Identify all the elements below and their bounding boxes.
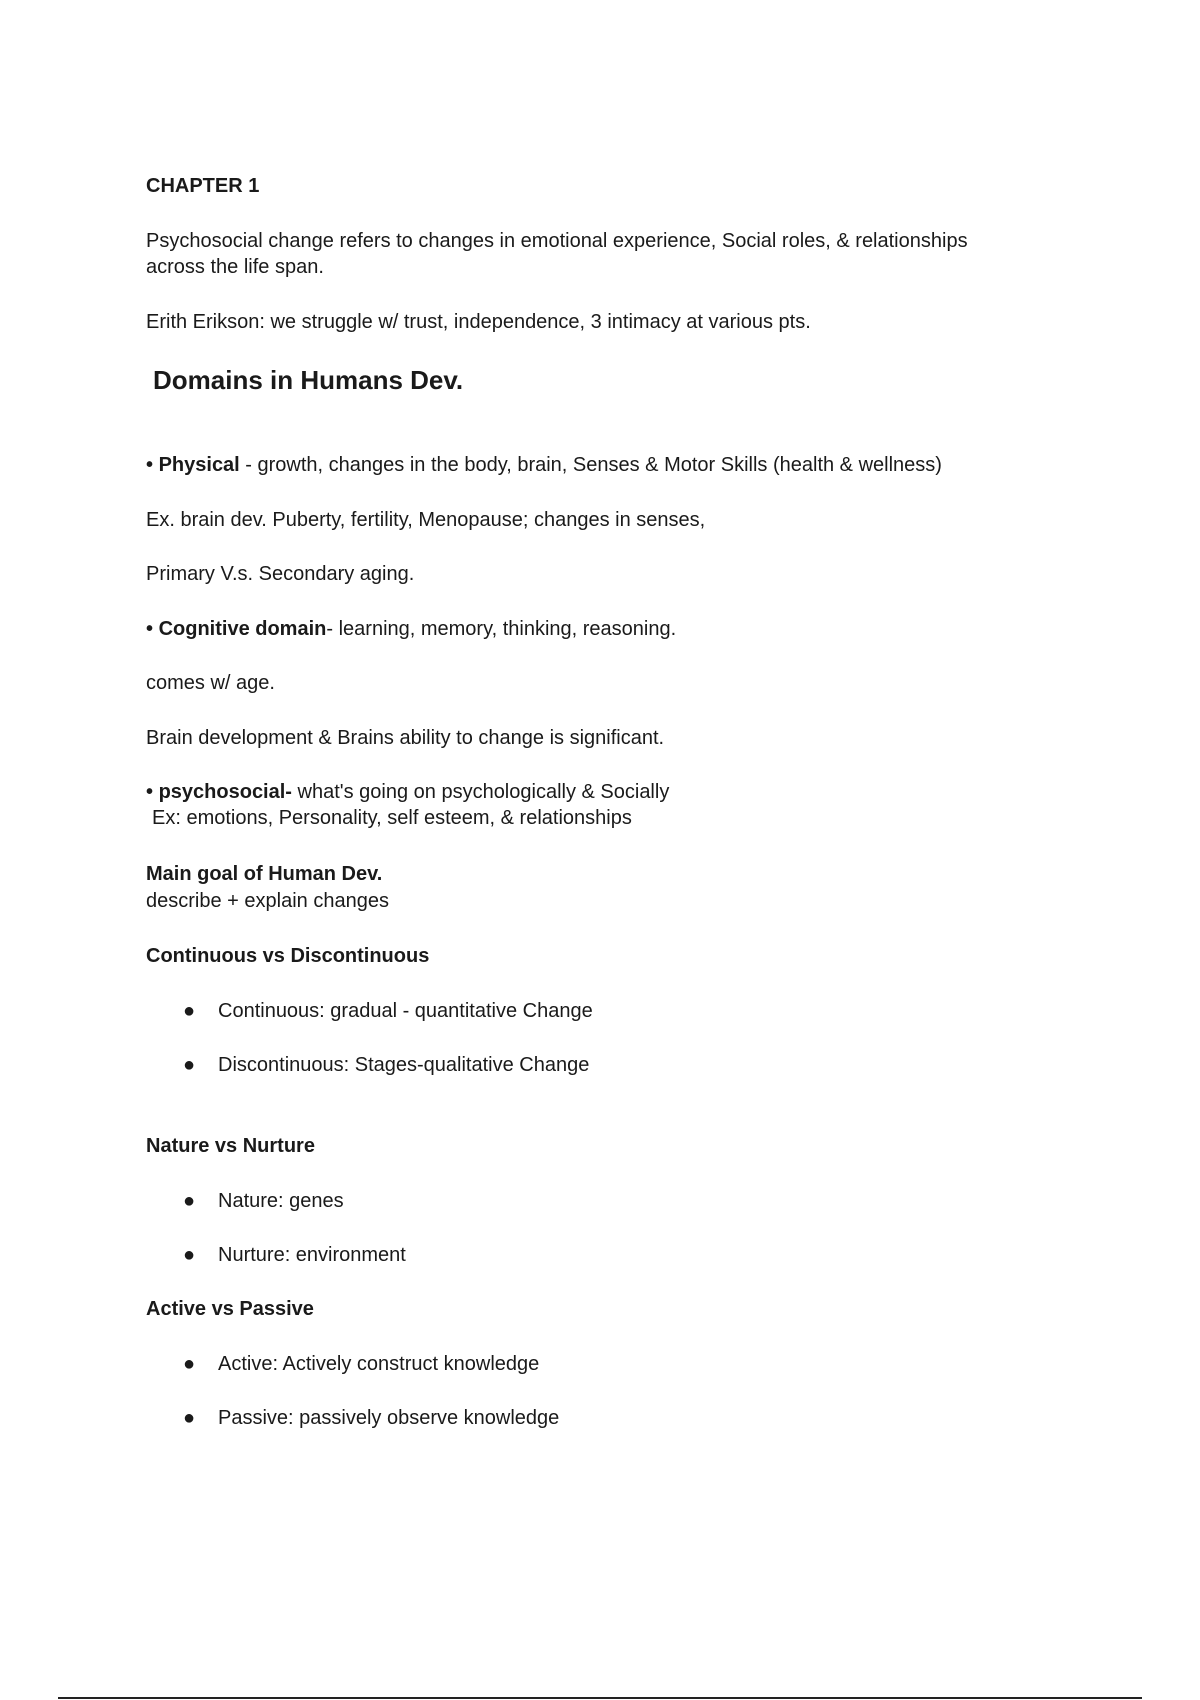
section-heading: Nature vs Nurture xyxy=(146,1135,315,1157)
psychosocial-line xyxy=(146,779,669,805)
main-goal-heading: Main goal of Human Dev. xyxy=(146,863,383,885)
psychosocial-desc: what's going on psychologically & Socially xyxy=(291,781,670,803)
physical-example: Ex. brain dev. Puberty, fertility, Menopause; changes in senses, xyxy=(146,509,706,531)
page-bottom-rule xyxy=(58,1697,1142,1699)
intro-line-2: across the life span. xyxy=(146,256,324,278)
main-goal-text: describe + explain changes xyxy=(146,890,389,912)
chapter-title: CHAPTER 1 xyxy=(146,175,260,197)
list-item: Active: Actively construct knowledge xyxy=(218,1353,540,1375)
list-bullet: ● xyxy=(183,1244,196,1266)
list-bullet: ● xyxy=(183,1407,196,1429)
intro-line-1: Psychosocial change refers to changes in emotional experience, Social roles, & relationships xyxy=(146,230,968,252)
section-heading: Active vs Passive xyxy=(146,1298,314,1320)
psychosocial-bullet: • xyxy=(146,781,154,803)
cognitive-note-2: Brain development & Brains ability to change is significant. xyxy=(146,727,665,749)
list-item: Passive: passively observe knowledge xyxy=(218,1407,560,1429)
physical-line xyxy=(146,452,942,478)
physical-term: Physical xyxy=(158,454,240,476)
physical-desc: - growth, changes in the body, brain, Senses & Motor Skills (health & wellness) xyxy=(239,454,942,476)
list-item: Nature: genes xyxy=(218,1190,344,1212)
erikson-note: Erith Erikson: we struggle w/ trust, independence, 3 intimacy at various pts. xyxy=(146,311,811,333)
psychosocial-example: Ex: emotions, Personality, self esteem, & relationships xyxy=(152,807,632,829)
list-bullet: ● xyxy=(183,1190,196,1212)
physical-aging: Primary V.s. Secondary aging. xyxy=(146,563,415,585)
physical-bullet: • xyxy=(146,454,154,476)
list-item: Discontinuous: Stages-qualitative Change xyxy=(218,1054,590,1076)
cognitive-bullet: • xyxy=(146,618,154,640)
cognitive-line xyxy=(146,616,676,642)
cognitive-term: Cognitive domain xyxy=(158,618,327,640)
psychosocial-term: psychosocial- xyxy=(158,781,292,803)
domains-heading: Domains in Humans Dev. xyxy=(153,365,464,395)
section-heading: Continuous vs Discontinuous xyxy=(146,945,430,967)
list-bullet: ● xyxy=(183,1353,196,1375)
list-item: Nurture: environment xyxy=(218,1244,406,1266)
cognitive-desc: - learning, memory, thinking, reasoning. xyxy=(326,618,677,640)
list-bullet: ● xyxy=(183,1000,196,1022)
list-bullet: ● xyxy=(183,1054,196,1076)
list-item: Continuous: gradual - quantitative Change xyxy=(218,1000,593,1022)
cognitive-note-1: comes w/ age. xyxy=(146,672,275,694)
